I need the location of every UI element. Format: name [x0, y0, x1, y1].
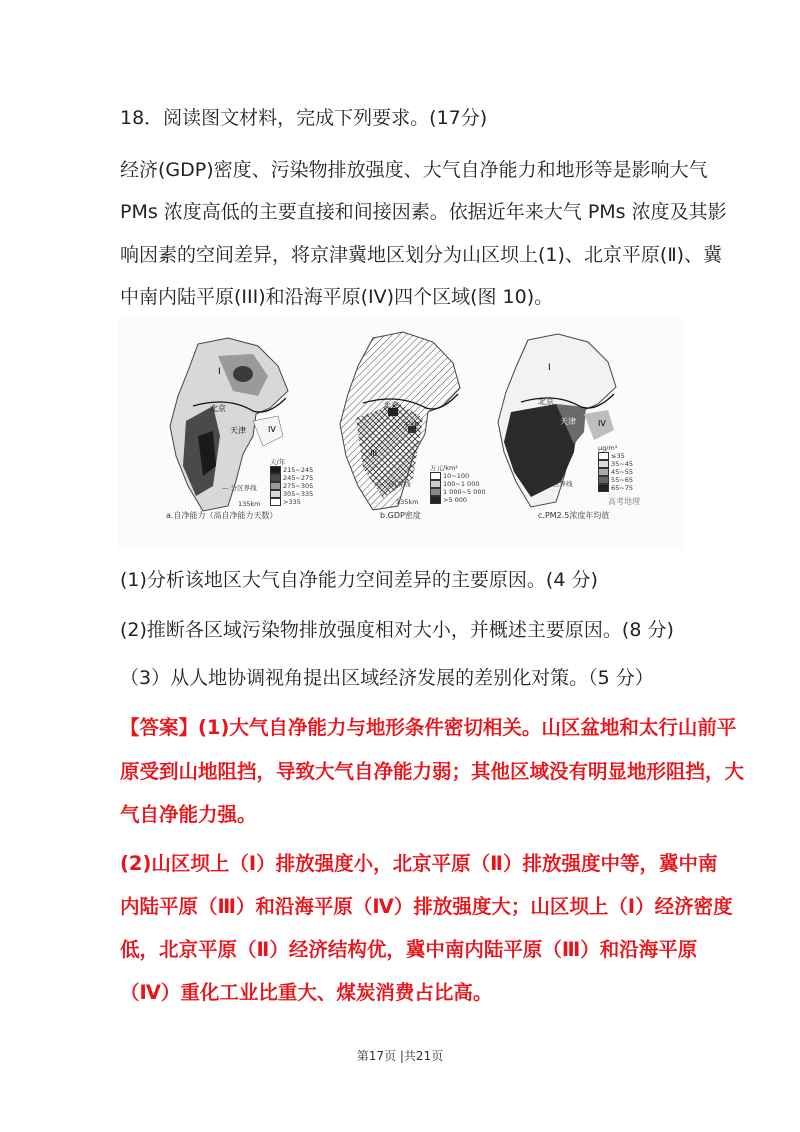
map-b-label-III: III — [370, 449, 378, 458]
answer-line-2: 原受到山地阻挡，导致大气自净能力弱；其他区域没有明显地形阻挡，大 — [120, 760, 745, 783]
map-c-legend-item: 55~65 — [611, 476, 633, 484]
intro-line-1: 经济(GDP)密度、污染物排放强度、大气自净能力和地形等是影响大气 — [120, 159, 708, 181]
map-a-label-beijing: 北京 — [210, 404, 226, 413]
map-c-legend-item: ≤35 — [611, 452, 625, 460]
answer-line-7: （Ⅳ）重化工业比重大、煤炭消费占比高。 — [120, 981, 493, 1004]
map-a-unit: 天/年 — [270, 458, 286, 466]
map-b-legend-item: 1 000~5 000 — [443, 488, 486, 496]
map-b-legend-item: 100~1 000 — [443, 480, 480, 488]
page-footer: 第17页 |共21页 — [356, 1049, 444, 1063]
map-c-caption: c.PM2.5浓度年均值 — [538, 511, 610, 520]
map-a-legend-item: 245~275 — [283, 474, 314, 482]
map-c-watermark — [608, 498, 640, 506]
intro-line-4: 中南内陆平原(III)和沿海平原(IV)四个区域(图 10)。 — [120, 286, 554, 308]
map-c-label-IV: IV — [598, 419, 606, 428]
map-a-boundary: — 分区界线 — [222, 484, 257, 492]
map-b-unit: 万元/km² — [430, 464, 458, 472]
map-c-label-beijing: 北京 — [538, 397, 554, 406]
answer-line-6: 低，北京平原（Ⅱ）经济结构优，冀中南内陆平原（Ⅲ）和沿海平原 — [120, 938, 698, 961]
map-c-watermark-text: 高考地理 — [608, 497, 640, 506]
map-c-boundary: — 分区界线 — [538, 480, 573, 488]
map-a-legend-item: >335 — [283, 498, 301, 506]
intro-line-2: PMs 浓度高低的主要直接和间接因素。依据近年来大气 PMs 浓度及其影 — [120, 201, 727, 223]
map-a-boundary-label: 分区界线 — [230, 484, 257, 492]
map-c-boundary-label: 分区界线 — [546, 480, 573, 488]
map-b-caption: b.GDP密度 — [380, 511, 421, 520]
map-a-legend-item: 275~305 — [283, 482, 314, 490]
map-a-legend — [270, 458, 313, 506]
map-a-scale — [238, 500, 261, 508]
map-a-legend-item: 305~335 — [283, 490, 314, 498]
map-a-label-tianjin: 天津 — [230, 426, 246, 435]
figure-10 — [118, 318, 684, 550]
answer-line-5: 内陆平原（Ⅲ）和沿海平原（Ⅳ）排放强度大；山区坝上（Ⅰ）经济密度 — [120, 895, 733, 918]
map-c-label-I: I — [548, 363, 551, 373]
answer-line-3: 气自净能力强。 — [120, 803, 257, 826]
answer-line-1: 【答案】(1)大气自净能力与地形条件密切相关。山区盆地和太行山前平 — [120, 716, 737, 739]
map-b-boundary: — 分区界线 — [376, 480, 411, 488]
map-a-caption: a.自净能力（高自净能力天数） — [166, 511, 278, 520]
sub-question-2: (2)推断各区域污染物排放强度相对大小，并概述主要原因。(8 分) — [120, 619, 674, 641]
map-b-label-beijing: 北京 — [383, 401, 399, 410]
answer-line-4: (2)山区坝上（Ⅰ）排放强度小，北京平原（Ⅱ）排放强度中等，冀中南 — [120, 852, 718, 875]
intro-line-3: 响因素的空间差异，将京津冀地区划分为山区坝上(1)、北京平原(Ⅱ)、冀 — [120, 244, 723, 266]
sub-question-1: (1)分析该地区大气自净能力空间差异的主要原因。(4 分) — [120, 569, 598, 591]
map-c-unit: μg/m³ — [598, 444, 618, 452]
map-b-boundary-label: 分区界线 — [384, 480, 411, 488]
map-b-scale — [396, 498, 419, 506]
map-a-legend-item: 215~245 — [283, 466, 314, 474]
question-title: 18．阅读图文材料，完成下列要求。(17分) — [120, 107, 488, 129]
map-c-legend — [598, 444, 633, 492]
map-b-scale-label: 135km — [396, 498, 419, 506]
map-c-legend-item: 35~45 — [611, 460, 633, 468]
sub-question-3: （3）从人地协调视角提出区域经济发展的差别化对策。（5 分） — [120, 667, 654, 689]
map-a-label-IV: IV — [268, 425, 276, 434]
map-a-scale-label: 135km — [238, 500, 261, 508]
map-c-legend-item: 65~75 — [611, 484, 633, 492]
map-c-label-tianjin: 天津 — [560, 417, 576, 426]
map-b-label-tianjin: 天津 — [403, 421, 419, 430]
map-b-legend-item: >5 000 — [443, 496, 468, 504]
map-b-legend — [430, 464, 486, 504]
map-a-label-I: I — [218, 367, 221, 377]
map-c-legend-item: 45~55 — [611, 468, 633, 476]
map-b-legend-item: 10~100 — [443, 472, 470, 480]
